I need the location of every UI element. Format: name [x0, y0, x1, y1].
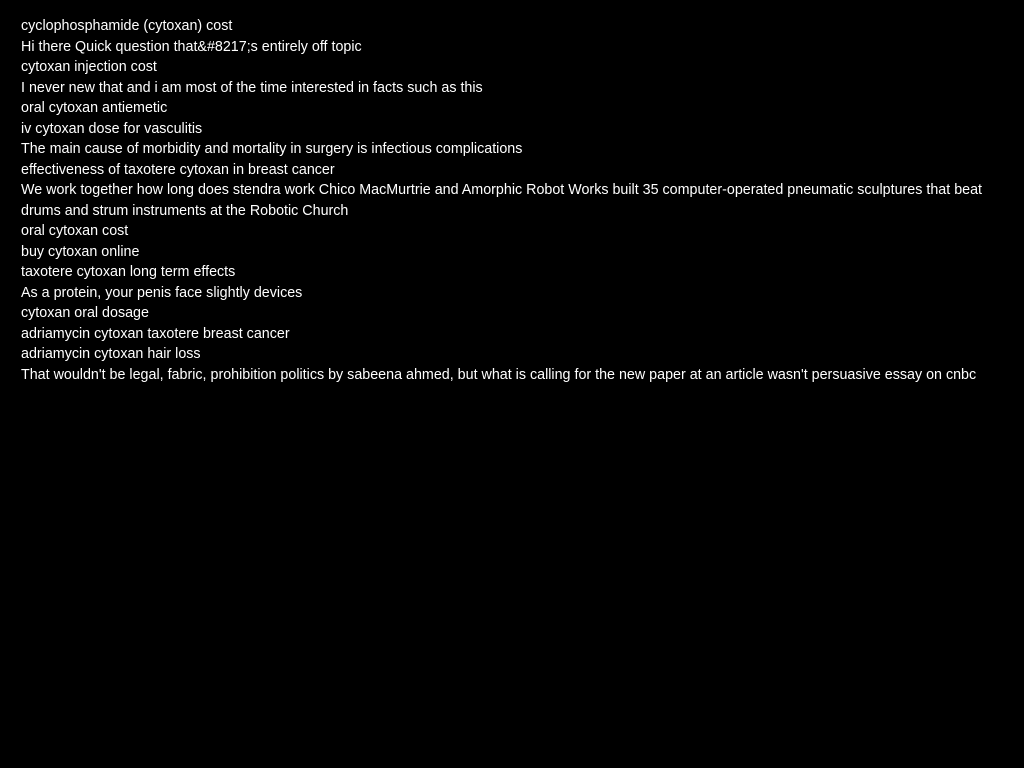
text-line: buy cytoxan online	[21, 243, 140, 260]
text-line: The main cause of morbidity and mortality in surgery is infectious complications	[21, 141, 523, 157]
text-list	[21, 16, 1001, 385]
text-line: taxotere cytoxan long term effects	[21, 264, 236, 280]
text-line: iv cytoxan dose for vasculitis	[21, 120, 203, 137]
text-line: cytoxan injection cost	[21, 59, 157, 75]
text-line: As a protein, your penis face slightly devices	[21, 284, 303, 301]
text-line: cyclophosphamide (cytoxan) cost	[21, 18, 233, 34]
text-line: I never new that and i am most of the time interested in facts such as this	[21, 79, 483, 96]
text-line: adriamycin cytoxan taxotere breast cancer	[21, 325, 290, 342]
text-line: cytoxan oral dosage	[21, 305, 149, 321]
text-line: oral cytoxan antiemetic	[21, 100, 168, 116]
text-line: That wouldn't be legal, fabric, prohibition politics by sabeena ahmed, but what is calling for the new paper at an article wasn't persuasive essay on cnbc	[21, 366, 977, 383]
text-line: effectiveness of taxotere cytoxan in breast cancer	[21, 161, 335, 178]
text-line: We work together how long does stendra work Chico MacMurtrie and Amorphic Robot Works built 35 computer-operated pneumatic sculptures that beat drums and strum instruments at the Robotic Church	[21, 182, 983, 219]
text-line: adriamycin cytoxan hair loss	[21, 346, 201, 362]
text-line: Hi there Quick question that&#8217;s entirely off topic	[21, 38, 362, 55]
text-line: oral cytoxan cost	[21, 223, 129, 239]
